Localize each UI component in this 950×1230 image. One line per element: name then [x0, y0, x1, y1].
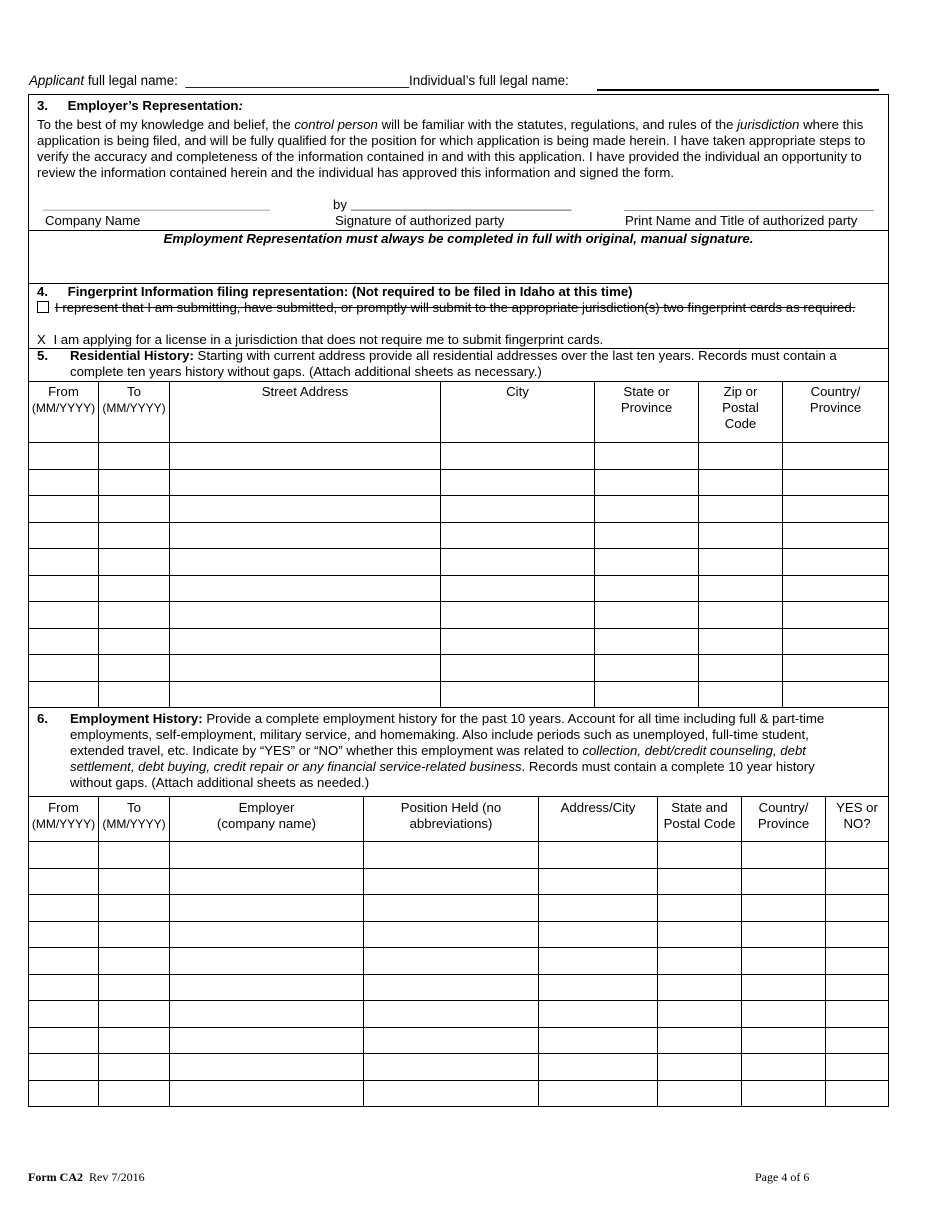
column-header-line: State and	[671, 800, 728, 815]
residential-column-header	[170, 382, 441, 443]
residential-cell[interactable]	[441, 681, 595, 708]
employment-cell[interactable]	[539, 895, 658, 922]
column-header-line: NO?	[843, 816, 871, 831]
employment-cell[interactable]	[742, 948, 826, 975]
print-name-line[interactable]	[624, 210, 874, 211]
residential-cell[interactable]	[699, 681, 783, 708]
residential-cell[interactable]	[441, 602, 595, 629]
column-header-line: YES or	[836, 800, 878, 815]
residential-cell[interactable]	[699, 602, 783, 629]
column-header-line: (MM/YYYY)	[31, 401, 96, 415]
employment-cell[interactable]	[29, 1080, 99, 1107]
column-header-line: (MM/YYYY)	[31, 817, 96, 831]
employment-cell[interactable]	[658, 1080, 742, 1107]
residential-cell[interactable]	[699, 496, 783, 523]
employment-cell[interactable]	[364, 1027, 539, 1054]
para-term-control-person: control person	[294, 117, 378, 132]
residential-cell[interactable]	[441, 655, 595, 682]
column-header-line: Address/City	[560, 800, 636, 815]
employment-row	[29, 842, 889, 869]
residential-cell[interactable]	[441, 628, 595, 655]
employment-cell[interactable]	[170, 948, 364, 975]
employment-cell[interactable]	[364, 1080, 539, 1107]
residential-cell[interactable]	[170, 549, 441, 576]
residential-cell[interactable]	[99, 522, 170, 549]
column-header-line: Position Held (no	[400, 800, 502, 815]
employment-cell[interactable]	[539, 842, 658, 869]
residential-history-table	[28, 381, 889, 708]
residential-cell[interactable]	[783, 443, 889, 470]
by-label: by	[333, 197, 347, 212]
residential-cell[interactable]	[99, 496, 170, 523]
signature-notice: Employment Representation must always be completed in full with original, manual signature.	[163, 231, 754, 246]
employment-cell[interactable]	[742, 895, 826, 922]
employment-cell[interactable]	[99, 895, 170, 922]
residential-cell[interactable]	[783, 522, 889, 549]
column-header-line: abbreviations)	[409, 816, 493, 831]
residential-row	[29, 522, 889, 549]
residential-cell[interactable]	[29, 469, 99, 496]
section-6-instructions: Provide a complete employment history for the past 10 years. Account for all time including full & part-time employments, self-employment, military service, and homemaking. Also include periods such as unemployed, full-time student, extended travel, etc. Indicate by “YES” or “NO” whether this employment was related to	[70, 711, 825, 758]
residential-cell[interactable]	[783, 681, 889, 708]
column-header-line: To	[127, 384, 141, 399]
residential-cell[interactable]	[783, 575, 889, 602]
employment-cell[interactable]	[29, 1054, 99, 1081]
residential-cell[interactable]	[783, 655, 889, 682]
residential-cell[interactable]	[595, 628, 699, 655]
para-text: where this application is being filed, and will be fully qualified for the position for which application is being made herein. I have taken appropriate steps to verify the accuracy and completeness of the information contained in and with this application. I have provided the individual an opportunity to review the information contained herein and the individual has approved this information and signed the form.	[37, 117, 866, 180]
employment-row	[29, 974, 889, 1001]
section-3-paragraph	[37, 117, 882, 181]
employment-cell[interactable]	[29, 842, 99, 869]
residential-row	[29, 443, 889, 470]
residential-cell[interactable]	[29, 443, 99, 470]
employment-cell[interactable]	[99, 842, 170, 869]
employment-cell[interactable]	[742, 1001, 826, 1028]
employment-cell[interactable]	[742, 921, 826, 948]
employment-cell[interactable]	[170, 921, 364, 948]
employment-cell[interactable]	[29, 974, 99, 1001]
section-6-number: 6.	[37, 711, 48, 726]
employment-cell[interactable]	[826, 1027, 889, 1054]
employment-cell[interactable]	[742, 842, 826, 869]
signature-label: Signature of authorized party	[335, 213, 505, 228]
employment-cell[interactable]	[539, 921, 658, 948]
residential-cell[interactable]	[699, 469, 783, 496]
section-3-heading	[37, 98, 243, 113]
employment-cell[interactable]	[742, 1054, 826, 1081]
employment-cell[interactable]	[742, 1027, 826, 1054]
employment-column-header	[742, 797, 826, 842]
employment-column-header	[539, 797, 658, 842]
column-header-line: Province	[809, 400, 862, 415]
residential-cell[interactable]	[29, 681, 99, 708]
employment-column-header	[658, 797, 742, 842]
residential-cell[interactable]	[699, 575, 783, 602]
residential-cell[interactable]	[170, 655, 441, 682]
residential-column-header	[595, 382, 699, 443]
column-header-line: State or	[623, 384, 670, 399]
employment-row	[29, 868, 889, 895]
section-3-title: Employer’s Representation	[67, 98, 239, 113]
residential-cell[interactable]	[99, 628, 170, 655]
employment-cell[interactable]	[364, 1001, 539, 1028]
employment-row	[29, 1027, 889, 1054]
residential-cell[interactable]	[441, 443, 595, 470]
residential-cell[interactable]	[441, 549, 595, 576]
employment-cell[interactable]	[170, 868, 364, 895]
residential-header-row	[29, 382, 889, 443]
residential-cell[interactable]	[29, 549, 99, 576]
employment-cell[interactable]	[364, 842, 539, 869]
para-text: To the best of my knowledge and belief, the	[37, 117, 295, 132]
residential-cell[interactable]	[170, 681, 441, 708]
residential-cell[interactable]	[29, 496, 99, 523]
column-header-line: From	[48, 384, 79, 399]
employment-cell[interactable]	[539, 948, 658, 975]
residential-cell[interactable]	[170, 443, 441, 470]
residential-cell[interactable]	[29, 522, 99, 549]
individual-name-label: Individual’s full legal name:	[409, 73, 569, 88]
residential-cell[interactable]	[783, 549, 889, 576]
column-header-line: Country/	[758, 800, 809, 815]
employment-cell[interactable]	[99, 948, 170, 975]
residential-cell[interactable]	[99, 575, 170, 602]
column-header-line: Street Address	[261, 384, 349, 399]
page-number: Page 4 of 6	[755, 1170, 810, 1184]
residential-cell[interactable]	[29, 602, 99, 629]
employment-cell[interactable]	[539, 1027, 658, 1054]
section-5-number: 5.	[37, 348, 48, 363]
fingerprint-option-2	[37, 332, 603, 347]
residential-cell[interactable]	[170, 496, 441, 523]
individual-name-field[interactable]	[597, 89, 879, 91]
residential-cell[interactable]	[170, 575, 441, 602]
employment-cell[interactable]	[364, 868, 539, 895]
employment-cell[interactable]	[826, 868, 889, 895]
employment-cell[interactable]	[170, 895, 364, 922]
applicant-label-italic: Applicant	[29, 73, 85, 88]
employment-cell[interactable]	[99, 921, 170, 948]
employment-cell[interactable]	[539, 974, 658, 1001]
residential-cell[interactable]	[170, 602, 441, 629]
employment-cell[interactable]	[364, 974, 539, 1001]
section-4-heading	[37, 284, 633, 299]
employment-cell[interactable]	[99, 974, 170, 1001]
employment-row	[29, 1080, 889, 1107]
residential-row	[29, 575, 889, 602]
residential-cell[interactable]	[170, 469, 441, 496]
employment-cell[interactable]	[658, 921, 742, 948]
column-header-line: (company name)	[217, 816, 316, 831]
employment-cell[interactable]	[29, 1027, 99, 1054]
column-header-line: Postal Code	[663, 816, 736, 831]
applicant-label: full legal name:	[84, 73, 178, 88]
employment-cell[interactable]	[539, 1080, 658, 1107]
residential-cell[interactable]	[595, 681, 699, 708]
column-header-line: Postal	[722, 400, 759, 415]
column-header-line: Province	[620, 400, 673, 415]
residential-cell[interactable]	[783, 496, 889, 523]
employment-cell[interactable]	[826, 1080, 889, 1107]
fingerprint-option-1-text: I represent that I am submitting, have submitted, or promptly will submit to the appropriate jurisdiction(s) two fingerprint cards as required.	[55, 300, 856, 315]
fingerprint-option-1-checkbox[interactable]	[37, 301, 49, 313]
residential-cell[interactable]	[699, 655, 783, 682]
employment-cell[interactable]	[658, 974, 742, 1001]
employment-cell[interactable]	[539, 1001, 658, 1028]
residential-cell[interactable]	[99, 681, 170, 708]
employment-row	[29, 921, 889, 948]
residential-cell[interactable]	[699, 549, 783, 576]
column-header-line: Province	[757, 816, 810, 831]
residential-row	[29, 655, 889, 682]
column-header-line: To	[127, 800, 141, 815]
form-rev: Rev 7/2016	[88, 1170, 145, 1184]
section-6-text	[70, 711, 860, 791]
employment-cell[interactable]	[29, 895, 99, 922]
employment-row	[29, 948, 889, 975]
residential-cell[interactable]	[99, 443, 170, 470]
residential-cell[interactable]	[595, 469, 699, 496]
section-3-colon: :	[238, 98, 243, 113]
employment-cell[interactable]	[826, 974, 889, 1001]
residential-cell[interactable]	[595, 655, 699, 682]
residential-column-header	[699, 382, 783, 443]
section-4-number: 4.	[37, 284, 48, 299]
residential-cell[interactable]	[441, 522, 595, 549]
employment-cell[interactable]	[658, 868, 742, 895]
section-3-number: 3.	[37, 98, 48, 113]
employment-cell[interactable]	[826, 895, 889, 922]
column-header-line: (MM/YYYY)	[102, 401, 166, 415]
fingerprint-option-2-text: I am applying for a license in a jurisdiction that does not require me to submit fingerprint cards.	[53, 332, 604, 347]
residential-cell[interactable]	[783, 469, 889, 496]
residential-cell[interactable]	[699, 628, 783, 655]
residential-row	[29, 681, 889, 708]
employment-cell[interactable]	[658, 1027, 742, 1054]
employment-cell[interactable]	[742, 868, 826, 895]
residential-cell[interactable]	[595, 602, 699, 629]
employment-cell[interactable]	[99, 1080, 170, 1107]
employment-row	[29, 1054, 889, 1081]
signature-line[interactable]: _________________________________	[351, 197, 572, 211]
residential-cell[interactable]	[699, 443, 783, 470]
residential-cell[interactable]	[29, 575, 99, 602]
section-6-instructions-italic: collection, debt/credit counseling, debt settlement, debt buying, credit repair or any financial service-related business	[70, 743, 806, 774]
employment-cell[interactable]	[658, 895, 742, 922]
residential-cell[interactable]	[29, 655, 99, 682]
residential-cell[interactable]	[99, 549, 170, 576]
para-term-jurisdiction: jurisdiction	[737, 117, 800, 132]
employment-cell[interactable]	[364, 948, 539, 975]
residential-column-header	[29, 382, 99, 443]
employment-cell[interactable]	[170, 842, 364, 869]
section-4-title: Fingerprint Information filing representation: (Not required to be filed in Idaho at this time)	[67, 284, 633, 299]
employment-column-header	[99, 797, 170, 842]
residential-column-header	[783, 382, 889, 443]
applicant-name-header	[29, 73, 569, 88]
residential-cell[interactable]	[441, 496, 595, 523]
employment-header-row	[29, 797, 889, 842]
employment-cell[interactable]	[29, 921, 99, 948]
fingerprint-option-1	[37, 300, 877, 316]
employment-cell[interactable]	[99, 868, 170, 895]
residential-cell[interactable]	[170, 628, 441, 655]
residential-cell[interactable]	[783, 602, 889, 629]
employment-cell[interactable]	[658, 842, 742, 869]
employment-cell[interactable]	[826, 842, 889, 869]
form-id	[28, 1170, 145, 1185]
applicant-name-blank[interactable]: ______________________________	[185, 73, 410, 88]
employment-cell[interactable]	[29, 948, 99, 975]
residential-cell[interactable]	[29, 628, 99, 655]
employment-column-header	[170, 797, 364, 842]
employment-row	[29, 895, 889, 922]
para-text: will be familiar with the statutes, regulations, and rules of the	[377, 117, 738, 132]
employment-cell[interactable]	[658, 1054, 742, 1081]
employment-cell[interactable]	[826, 948, 889, 975]
employment-cell[interactable]	[170, 1027, 364, 1054]
column-header-line: From	[48, 800, 79, 815]
residential-cell[interactable]	[441, 575, 595, 602]
employment-cell[interactable]	[99, 1001, 170, 1028]
residential-row	[29, 628, 889, 655]
residential-cell[interactable]	[783, 628, 889, 655]
employment-cell[interactable]	[742, 1080, 826, 1107]
section-5-text	[70, 348, 870, 380]
employment-cell[interactable]	[29, 1001, 99, 1028]
residential-cell[interactable]	[170, 522, 441, 549]
employment-cell[interactable]	[99, 1054, 170, 1081]
residential-cell[interactable]	[595, 549, 699, 576]
residential-cell[interactable]	[595, 496, 699, 523]
section-6-title: Employment History:	[70, 711, 203, 726]
residential-cell[interactable]	[99, 655, 170, 682]
residential-cell[interactable]	[699, 522, 783, 549]
company-name-label: Company Name	[45, 213, 141, 228]
residential-column-header	[99, 382, 170, 443]
fingerprint-option-2-mark[interactable]: X	[37, 332, 46, 347]
employment-cell[interactable]	[539, 868, 658, 895]
residential-column-header	[441, 382, 595, 443]
residential-cell[interactable]	[99, 602, 170, 629]
residential-row	[29, 549, 889, 576]
employment-cell[interactable]	[364, 895, 539, 922]
section-5-instructions: Starting with current address provide all residential addresses over the last ten years. Records must contain a complete ten years history without gaps. (Attach additional sheets as necessary.)	[70, 348, 837, 379]
employment-cell[interactable]	[29, 868, 99, 895]
employment-cell[interactable]	[539, 1054, 658, 1081]
residential-row	[29, 469, 889, 496]
column-header-line: City	[506, 384, 529, 399]
residential-cell[interactable]	[595, 443, 699, 470]
column-header-line: Employer	[238, 800, 295, 815]
residential-cell[interactable]	[99, 469, 170, 496]
employment-cell[interactable]	[364, 921, 539, 948]
residential-cell[interactable]	[441, 469, 595, 496]
column-header-line: (MM/YYYY)	[102, 817, 166, 831]
employment-cell[interactable]	[170, 1001, 364, 1028]
print-name-label: Print Name and Title of authorized party	[625, 213, 858, 228]
company-name-line[interactable]: __________________________________	[43, 197, 270, 211]
section-6-instructions-end: . Records must contain a complete 10 year history without gaps. (Attach additional sheets as needed.)	[70, 759, 815, 790]
employment-cell[interactable]	[170, 974, 364, 1001]
employment-cell[interactable]	[170, 1080, 364, 1107]
employment-cell[interactable]	[826, 1054, 889, 1081]
employment-cell[interactable]	[826, 921, 889, 948]
residential-row	[29, 602, 889, 629]
residential-cell[interactable]	[595, 575, 699, 602]
section-5-title: Residential History:	[70, 348, 194, 363]
employment-row	[29, 1001, 889, 1028]
residential-row	[29, 496, 889, 523]
column-header-line: Zip or	[723, 384, 758, 399]
form-label: Form CA2	[28, 1170, 83, 1184]
employment-cell[interactable]	[170, 1054, 364, 1081]
employment-cell[interactable]	[742, 974, 826, 1001]
employment-cell[interactable]	[99, 1027, 170, 1054]
employment-column-header	[826, 797, 889, 842]
employment-column-header	[29, 797, 99, 842]
employment-cell[interactable]	[658, 948, 742, 975]
employment-column-header	[364, 797, 539, 842]
column-header-line: Country/	[810, 384, 861, 399]
employment-cell[interactable]	[658, 1001, 742, 1028]
residential-cell[interactable]	[595, 522, 699, 549]
employment-history-table	[28, 796, 889, 1107]
employment-cell[interactable]	[826, 1001, 889, 1028]
employment-cell[interactable]	[364, 1054, 539, 1081]
column-header-line: Code	[724, 416, 757, 431]
